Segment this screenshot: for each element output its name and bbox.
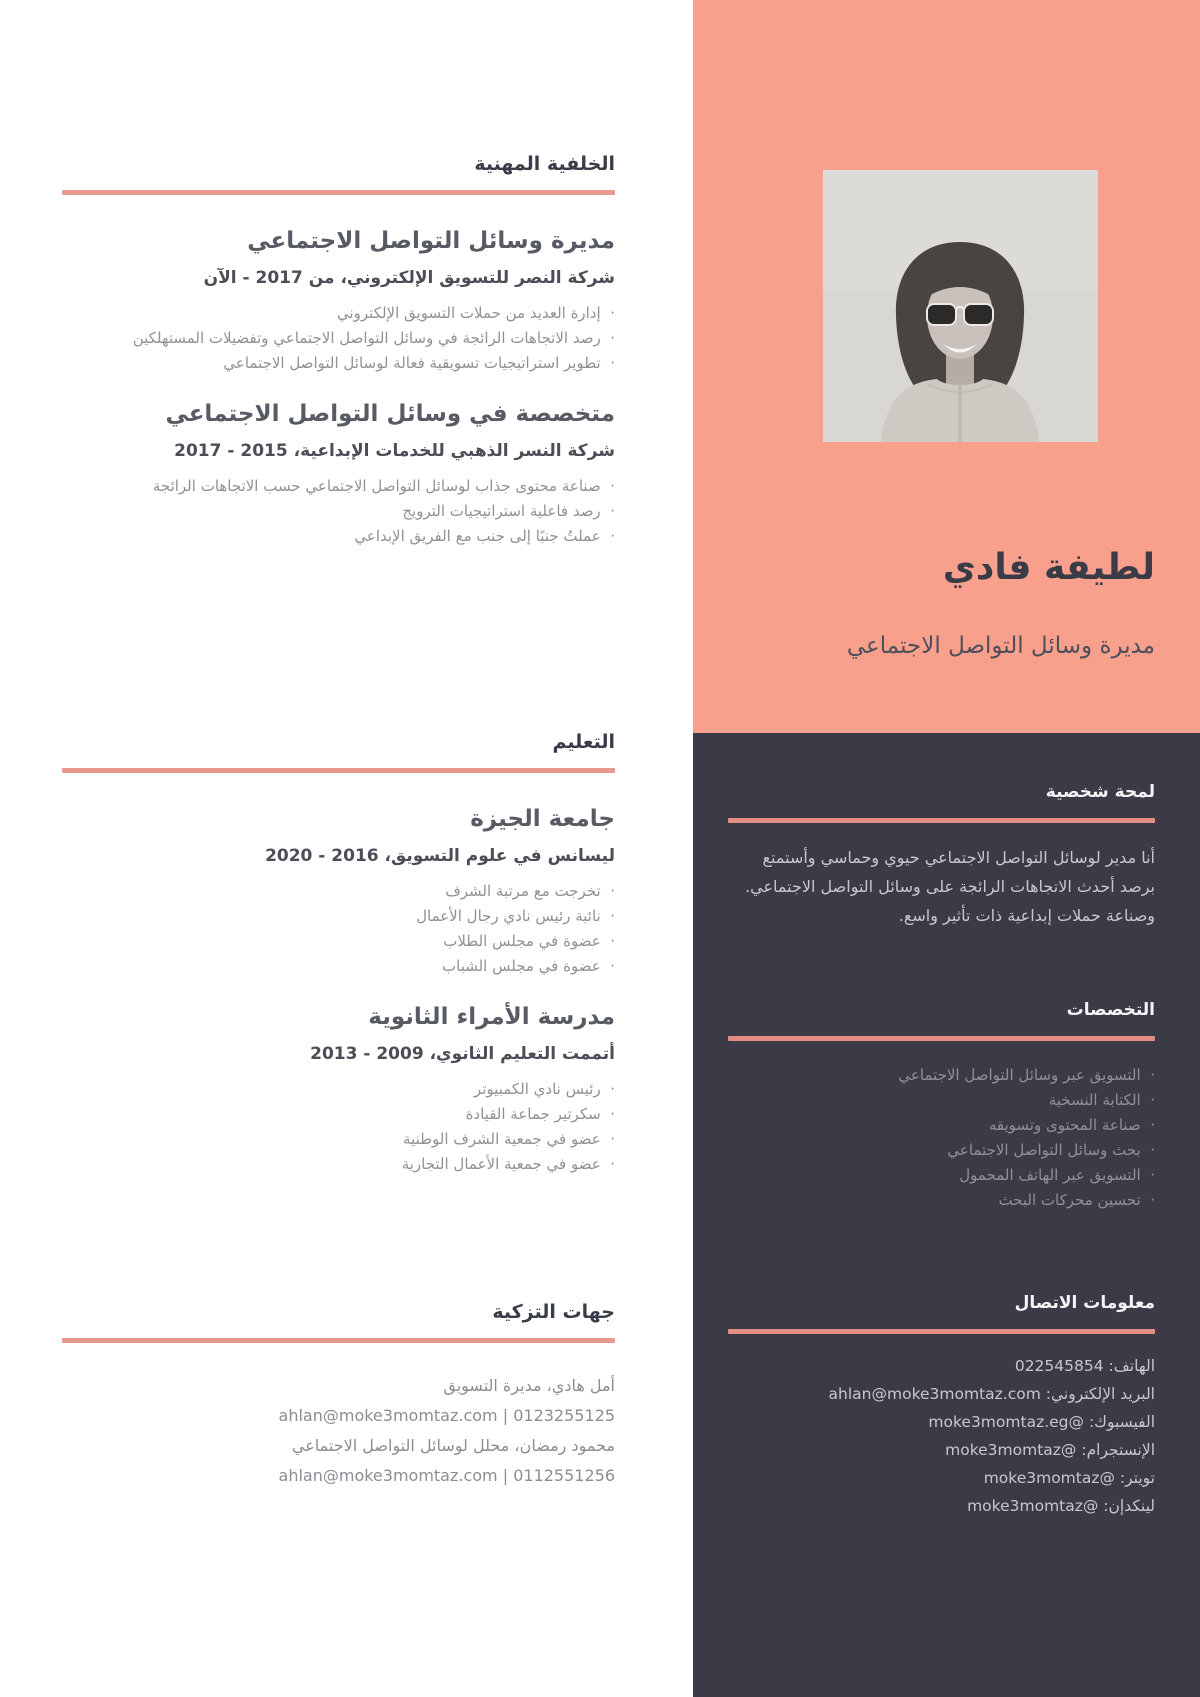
contact-phone: الهاتف: 022545854 bbox=[1014, 1357, 1155, 1375]
school-degree: ليسانس في علوم التسويق، 2016 - 2020 bbox=[265, 846, 615, 866]
specialties-list bbox=[728, 1063, 1155, 1213]
job-role: مديرة وسائل التواصل الاجتماعي bbox=[247, 228, 615, 254]
job-org: شركة النصر للتسويق الإلكتروني، من 2017 - الآن bbox=[203, 268, 615, 288]
references-rule bbox=[62, 1338, 615, 1343]
school-bullet: · عضوة في مجلس الشباب bbox=[62, 954, 615, 979]
contact-linkedin: لينكدإن: @moke3momtaz bbox=[967, 1497, 1155, 1515]
job-bullet: · رصد فاعلية استراتيجيات الترويج bbox=[62, 499, 615, 524]
contact-facebook: الفيسبوك: @moke3momtaz.eg bbox=[928, 1413, 1155, 1431]
reference-name-role: أمل هادي، مديرة التسويق bbox=[443, 1376, 615, 1395]
job-bullet: · تطوير استراتيجيات تسويقية فعالة لوسائل التواصل الاجتماعي bbox=[62, 351, 615, 376]
experience-section-title: الخلفية المهنية bbox=[474, 153, 615, 175]
contact-instagram: الإنستجرام: @moke3momtaz bbox=[945, 1441, 1155, 1459]
specialty-item: · التسويق عبر وسائل التواصل الاجتماعي bbox=[728, 1063, 1155, 1088]
school-bullets bbox=[62, 1077, 615, 1177]
summary-text: أنا مدير لوسائل التواصل الاجتماعي حيوي وحماسي وأستمتع برصد أحدث الاتجاهات الرائجة على وسائل التواصل الاجتماعي. وصناعة حملات إبداعية ذات تأثير واسع. bbox=[745, 848, 1155, 925]
reference-name-role: محمود رمضان، محلل لوسائل التواصل الاجتماعي bbox=[291, 1436, 615, 1455]
specialty-item: · تحسين محركات البحث bbox=[728, 1188, 1155, 1213]
job-bullets bbox=[62, 474, 615, 549]
summary-rule bbox=[728, 818, 1155, 823]
specialty-item: · بحث وسائل التواصل الاجتماعي bbox=[728, 1138, 1155, 1163]
reference-contact: ahlan@moke3momtaz.com | 0123255125 bbox=[278, 1406, 615, 1425]
job-bullet: · رصد الاتجاهات الرائجة في وسائل التواصل الاجتماعي وتفضيلات المستهلكين bbox=[62, 326, 615, 351]
school-bullets bbox=[62, 879, 615, 979]
education-section bbox=[62, 730, 615, 1177]
portrait-photo-illustration bbox=[823, 170, 1098, 442]
profile-photo bbox=[823, 170, 1098, 442]
job-entry bbox=[62, 225, 615, 376]
job-org: شركة النسر الذهبي للخدمات الإبداعية، 2015 - 2017 bbox=[174, 441, 615, 461]
references-section bbox=[62, 1300, 615, 1491]
person-name: لطيفة فادي bbox=[942, 547, 1155, 588]
school-bullet: · تخرجت مع مرتبة الشرف bbox=[62, 879, 615, 904]
education-section-title: التعليم bbox=[552, 731, 615, 753]
specialty-item: · الكتابة النسخية bbox=[728, 1088, 1155, 1113]
school-entry bbox=[62, 1001, 615, 1177]
school-bullet: · عضو في جمعية الأعمال التجارية bbox=[62, 1152, 615, 1177]
school-bullet: · رئيس نادي الكمبيوتر bbox=[62, 1077, 615, 1102]
job-bullet: · صناعة محتوى جذاب لوسائل التواصل الاجتماعي حسب الاتجاهات الرائجة bbox=[62, 474, 615, 499]
contact-email: البريد الإلكتروني: ahlan@moke3momtaz.com bbox=[828, 1385, 1155, 1403]
specialty-item: · صناعة المحتوى وتسويقه bbox=[728, 1113, 1155, 1138]
experience-rule bbox=[62, 190, 615, 195]
contact-rule bbox=[728, 1329, 1155, 1334]
school-bullet: · عضو في جمعية الشرف الوطنية bbox=[62, 1127, 615, 1152]
school-bullet: · عضوة في مجلس الطلاب bbox=[62, 929, 615, 954]
sidebar-dark-panel bbox=[693, 733, 1200, 1697]
person-job-title: مديرة وسائل التواصل الاجتماعي bbox=[846, 633, 1155, 659]
sidebar-salmon-header bbox=[693, 0, 1200, 733]
contact-section-title: معلومات الاتصال bbox=[1014, 1293, 1155, 1313]
specialties-section-title: التخصصات bbox=[1066, 1000, 1155, 1020]
school-name: جامعة الجيزة bbox=[470, 806, 615, 832]
references-section-title: جهات التزكية bbox=[492, 1301, 615, 1323]
job-role: متخصصة في وسائل التواصل الاجتماعي bbox=[165, 401, 615, 427]
job-bullets bbox=[62, 301, 615, 376]
references-list bbox=[62, 1371, 615, 1491]
school-degree: أتممت التعليم الثانوي، 2009 - 2013 bbox=[310, 1044, 615, 1064]
job-entry bbox=[62, 398, 615, 549]
contact-twitter: تويتر: @moke3momtaz bbox=[983, 1469, 1155, 1487]
school-name: مدرسة الأمراء الثانوية bbox=[368, 1004, 615, 1030]
sidebar-panel bbox=[693, 0, 1200, 1697]
summary-section-title: لمحة شخصية bbox=[1045, 782, 1155, 802]
job-bullet: · عملتُ جنبًا إلى جنب مع الفريق الإبداعي bbox=[62, 524, 615, 549]
reference-contact: ahlan@moke3momtaz.com | 0112551256 bbox=[278, 1466, 615, 1485]
specialty-item: · التسويق عبر الهاتف المحمول bbox=[728, 1163, 1155, 1188]
job-bullet: · إدارة العديد من حملات التسويق الإلكتروني bbox=[62, 301, 615, 326]
contact-list bbox=[728, 1352, 1155, 1520]
education-rule bbox=[62, 768, 615, 773]
school-bullet: · سكرتير جماعة القيادة bbox=[62, 1102, 615, 1127]
school-bullet: · نائبة رئيس نادي رجال الأعمال bbox=[62, 904, 615, 929]
school-entry bbox=[62, 803, 615, 979]
specialties-rule bbox=[728, 1036, 1155, 1041]
experience-section bbox=[62, 152, 615, 549]
